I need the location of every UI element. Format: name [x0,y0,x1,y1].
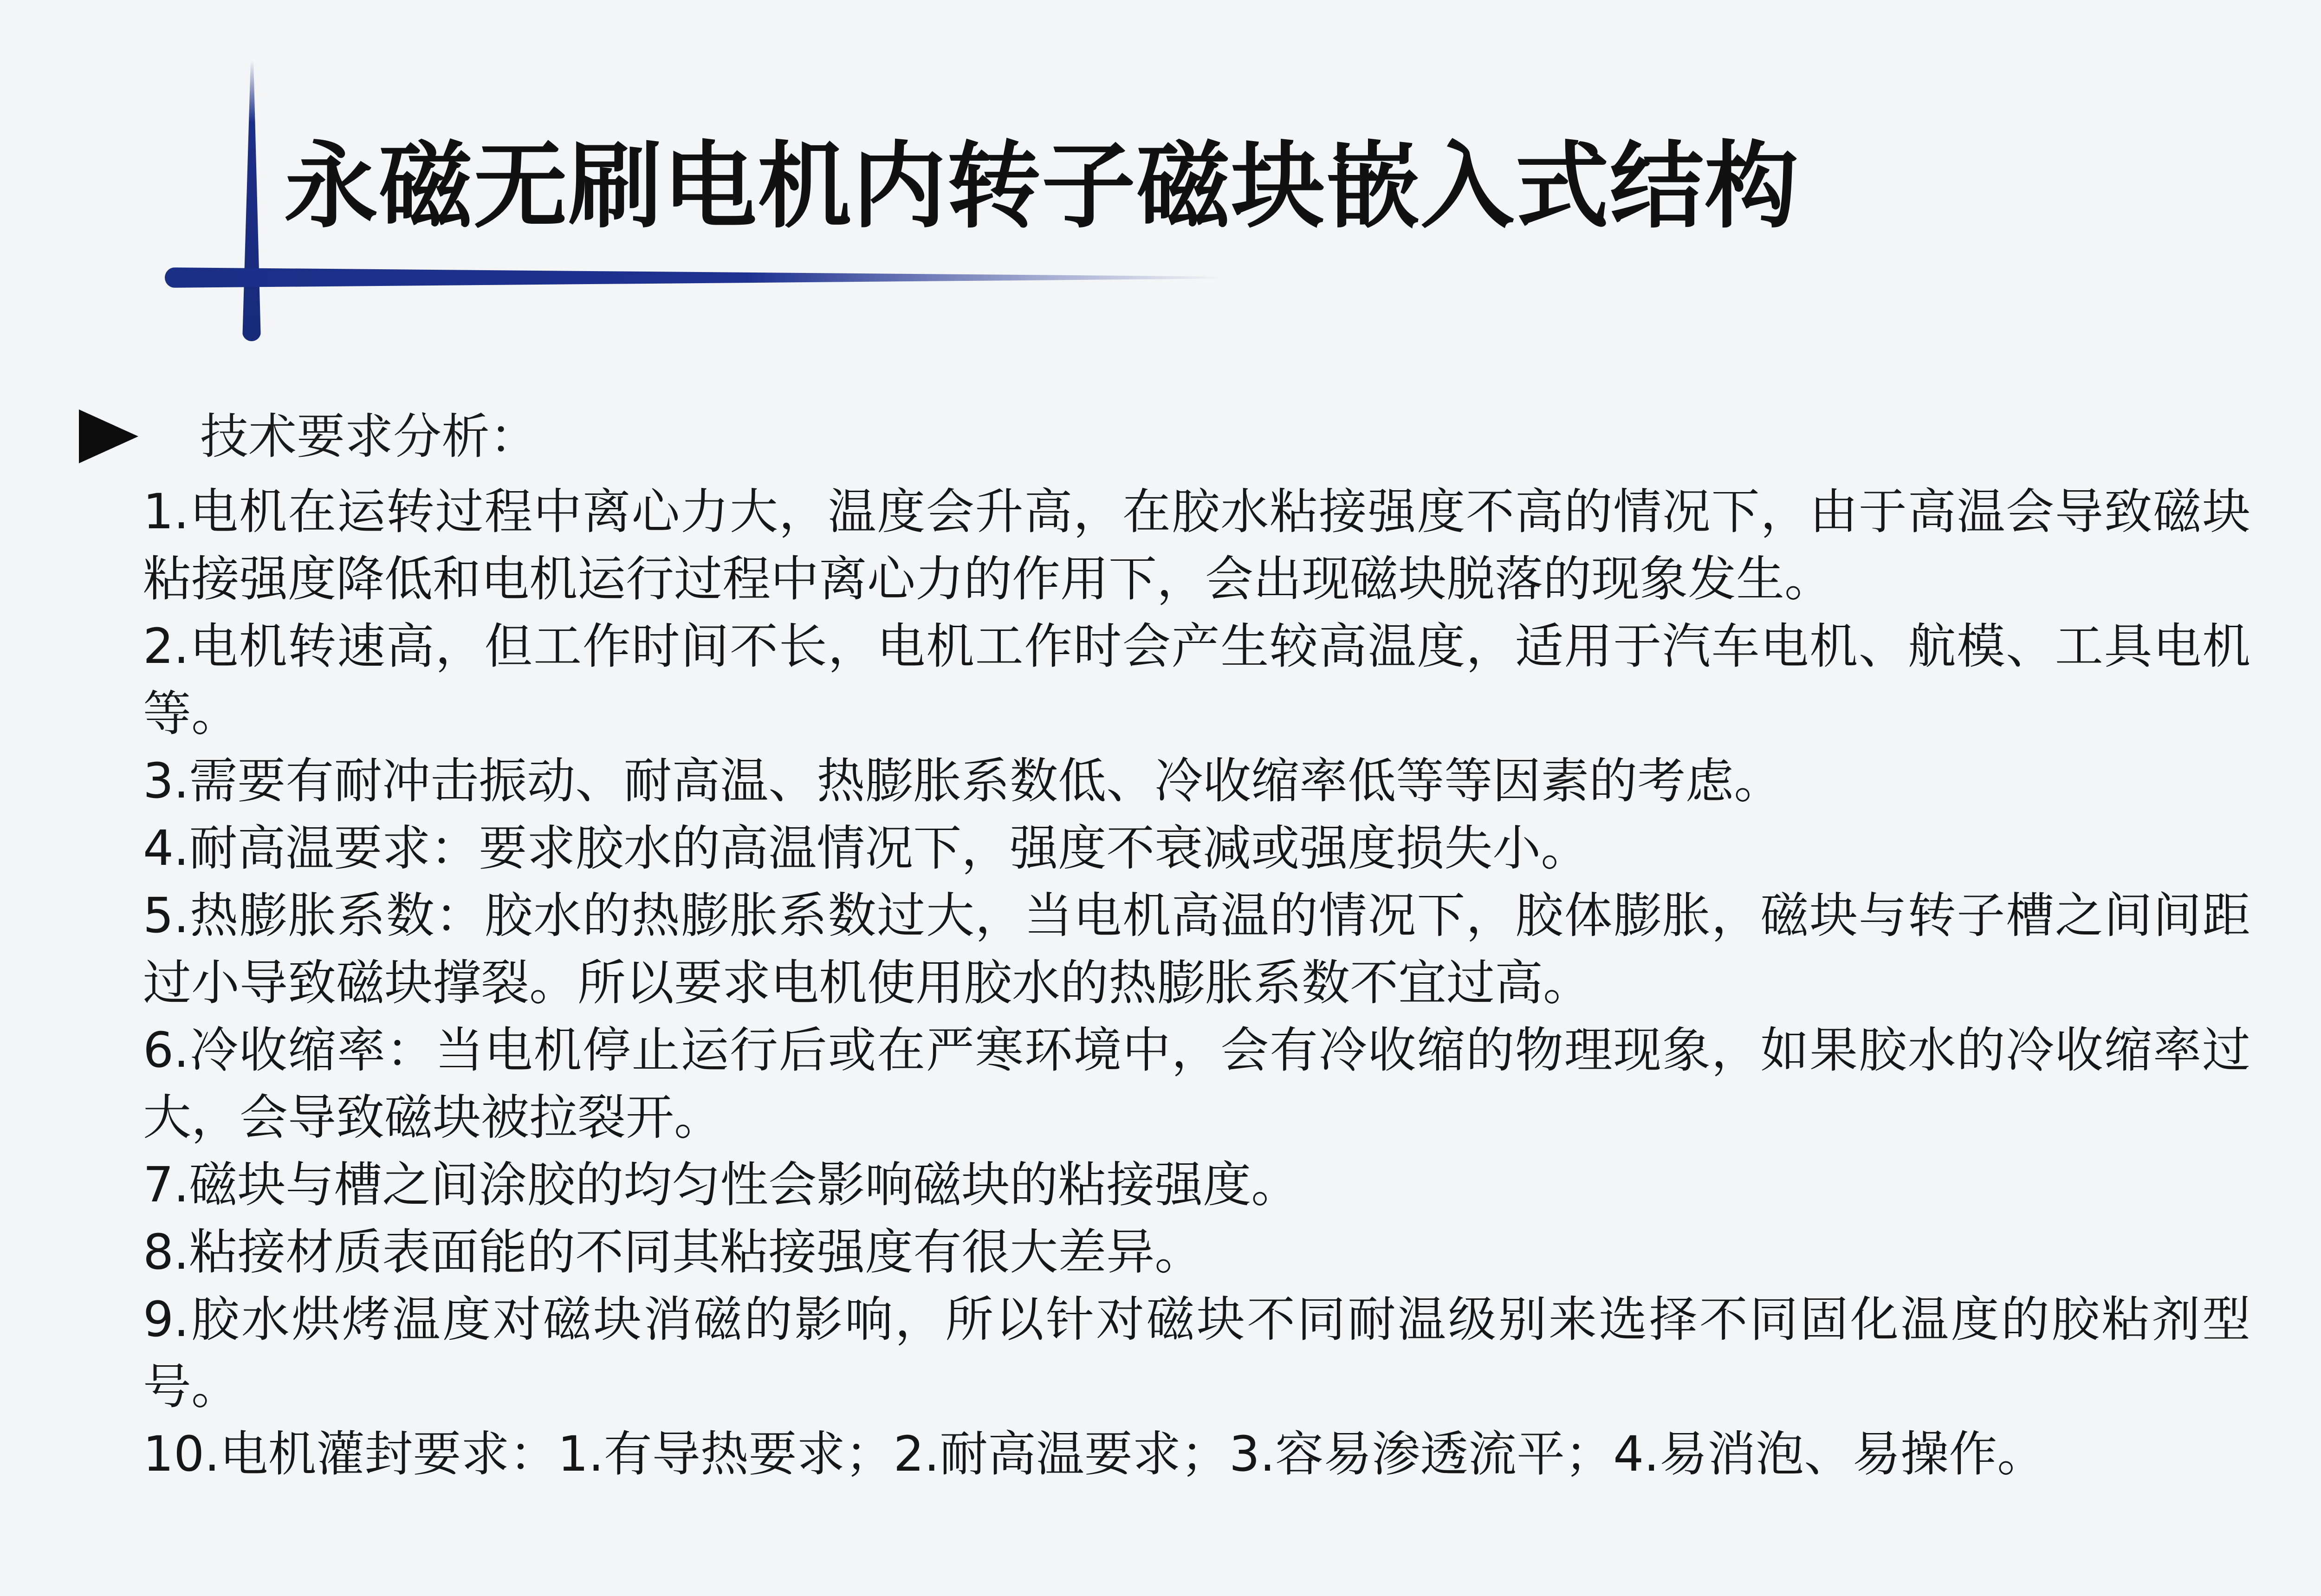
play-triangle-icon [79,409,138,463]
section-header [79,404,538,469]
list-item: 2.电机转速高，但工作时间不长，电机工作时会产生较高温度，适用于汽车电机、航模、工具电机等。 [143,618,2250,742]
list-item: 7.磁块与槽之间涂胶的均匀性会影响磁块的粘接强度。 [143,1156,1300,1213]
section-title: 技术要求分析： [200,408,538,465]
list-item: 3.需要有耐冲击振动、耐高温、热膨胀系数低、冷收缩率低等等因素的考虑。 [143,753,1783,809]
title-accent-vertical-line [242,60,261,341]
page-title: 永磁无刷电机内转子磁块嵌入式结构 [284,131,1799,241]
list-item: 4.耐高温要求：要求胶水的高温情况下，强度不衰减或强度损失小。 [143,820,1589,876]
list-item: 8.粘接材质表面能的不同其粘接强度有很大差异。 [143,1224,1203,1280]
list-item: 5.热膨胀系数：胶水的热膨胀系数过大，当电机高温的情况下，胶体膨胀，磁块与转子槽之间间距过小导致磁块撑裂。所以要求电机使用胶水的热膨胀系数不宜过高。 [143,887,2250,1011]
requirements-list [143,478,2250,1488]
list-item: 6.冷收缩率：当电机停止运行后或在严寒环境中，会有冷收缩的物理现象，如果胶水的冷收缩率过大，会导致磁块被拉裂开。 [143,1022,2250,1146]
list-item: 9.胶水烘烤温度对磁块消磁的影响，所以针对磁块不同耐温级别来选择不同固化温度的胶粘剂型号。 [143,1291,2250,1415]
title-accent-horizontal-line [165,267,1223,288]
list-item: 10.电机灌封要求：1.有导热要求；2.耐高温要求；3.容易渗透流平；4.易消泡、易操作。 [143,1426,2046,1482]
list-item: 1.电机在运转过程中离心力大，温度会升高，在胶水粘接强度不高的情况下，由于高温会导致磁块粘接强度降低和电机运行过程中离心力的作用下，会出现磁块脱落的现象发生。 [143,483,2250,607]
